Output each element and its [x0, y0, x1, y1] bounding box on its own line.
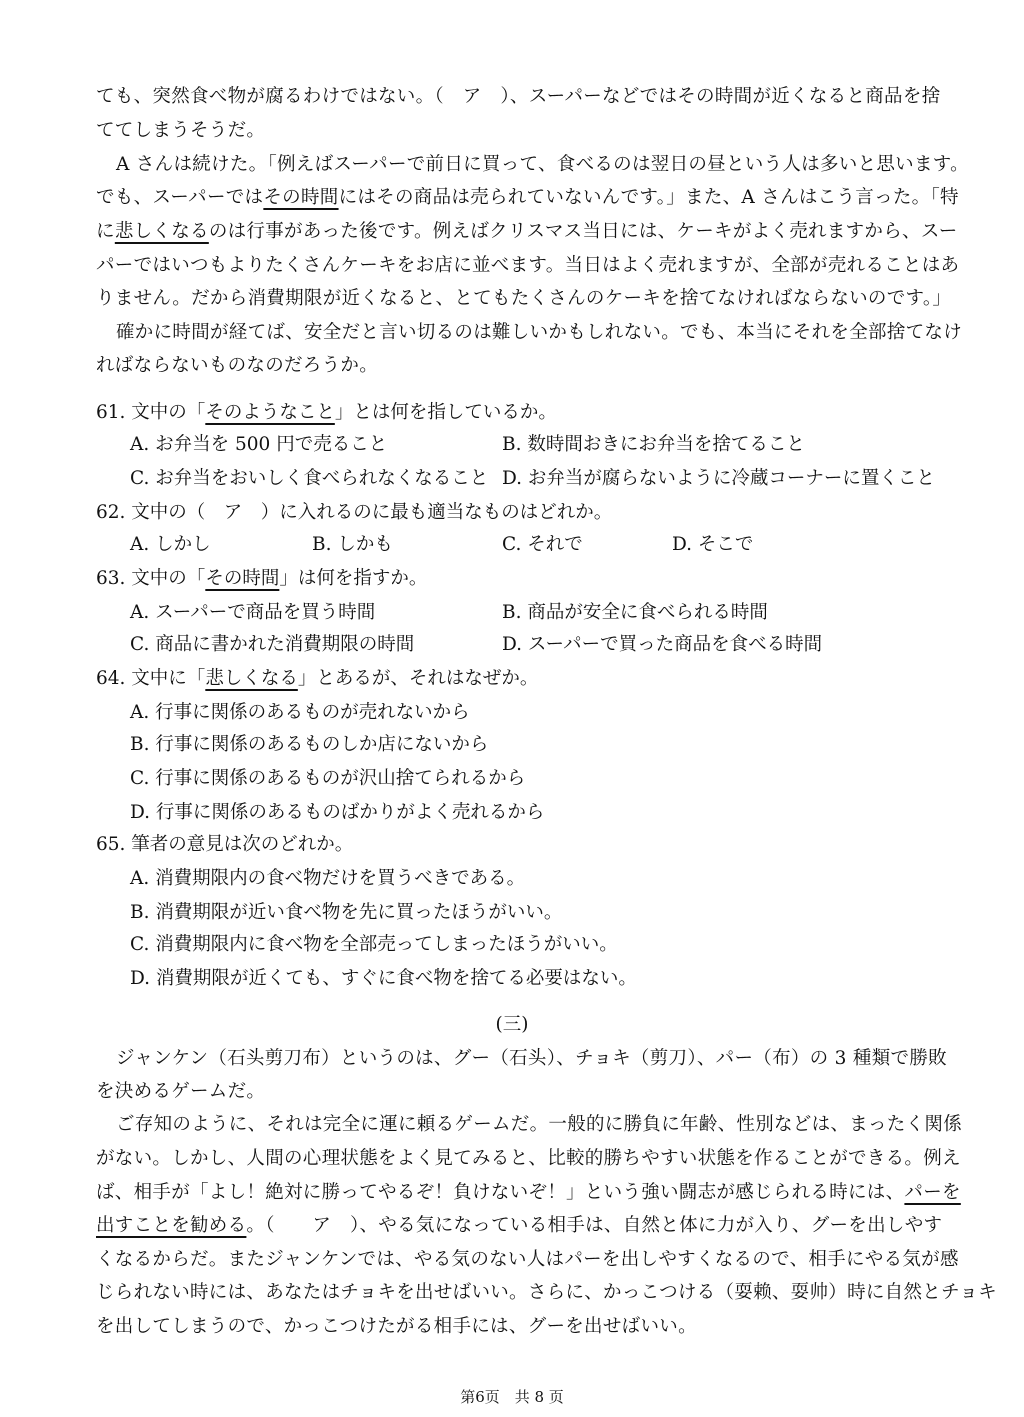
- option-c[interactable]: C. それで: [502, 534, 583, 555]
- option-d[interactable]: D. スーパーで買った商品を食べる時間: [502, 634, 823, 655]
- text: のは行事があった後です。例えばクリスマス当日には、ケーキがよく売れますから、スー: [208, 221, 958, 242]
- option-a[interactable]: A. スーパーで商品を買う時間: [130, 602, 376, 623]
- passage-line: を決めるゲームだ。: [96, 1081, 266, 1102]
- text: ば、相手が「よし！絶対に勝ってやるぞ！負けないぞ！」という強い闘志が感じられる時には、: [96, 1182, 905, 1203]
- text: 」は何を指すか。: [279, 568, 428, 589]
- underlined-phrase: パーを: [904, 1182, 961, 1203]
- passage-line: がない。しかし、人間の心理状態をよく見てみると、比較的勝ちやすい状態を作ることができる。例え: [96, 1148, 961, 1169]
- option-b[interactable]: B. 商品が安全に食べられる時間: [502, 602, 768, 623]
- passage-line: じられない時には、あなたはチョキを出せばいい。さらに、かっこつける（耍赖、耍帅）時に自然とチョキ: [96, 1282, 997, 1303]
- option-c[interactable]: C. 行事に関係のあるものが沢山捨てられるから: [130, 768, 526, 789]
- option-a[interactable]: A. 行事に関係のあるものが売れないから: [130, 702, 470, 723]
- option-d[interactable]: D. 行事に関係のあるものばかりがよく売れるから: [130, 802, 545, 823]
- question-65: 65. 筆者の意見は次のどれか。: [96, 834, 354, 855]
- question-63: [96, 562, 427, 596]
- text: に: [96, 221, 115, 242]
- passage-line: [96, 181, 959, 215]
- option-d[interactable]: D. 消費期限が近くても、すぐに食べ物を捨てる必要はない。: [130, 968, 637, 989]
- text: でも、スーパーでは: [96, 187, 264, 208]
- text: 61. 文中の「: [96, 402, 206, 423]
- passage-line: [96, 215, 958, 249]
- option-c[interactable]: C. 商品に書かれた消費期限の時間: [130, 634, 415, 655]
- passage-line: ればならないものなのだろうか。: [96, 355, 379, 376]
- option-d[interactable]: D. お弁当が腐らないように冷蔵コーナーに置くこと: [502, 468, 935, 489]
- passage-line: A さんは続けた。「例えばスーパーで前日に買って、食べるのは翌日の昼という人は多いと思います。: [116, 154, 969, 175]
- question-62: 62. 文中の（ ア ）に入れるのに最も適当なものはどれか。: [96, 502, 613, 523]
- underlined-phrase: 悲しくなる: [205, 668, 298, 689]
- passage-line: りません。だから消費期限が近くなると、とてもたくさんのケーキを捨てなければならないのです。」: [96, 288, 952, 309]
- text: 64. 文中に「: [96, 668, 206, 689]
- option-a[interactable]: A. しかし: [130, 534, 211, 555]
- text: 63. 文中の「: [96, 568, 206, 589]
- option-b[interactable]: B. 消費期限が近い食べ物を先に買ったほうがいい。: [130, 902, 563, 923]
- option-a[interactable]: A. お弁当を 500 円で売ること: [130, 434, 388, 455]
- text: 」とあるが、それはなぜか。: [297, 668, 539, 689]
- passage-line: ても、突然食べ物が腐るわけではない。（ ア ）、スーパーなどではその時間が近くなると商品を捨: [96, 86, 941, 107]
- underlined-phrase: 出すことを勧める: [96, 1215, 247, 1236]
- option-c[interactable]: C. 消費期限内に食べ物を全部売ってしまったほうがいい。: [130, 934, 618, 955]
- passage-line: を出してしまうので、かっこつけたがる相手には、グーを出せばいい。: [96, 1316, 697, 1337]
- passage-line: ててしまうそうだ。: [96, 120, 266, 141]
- option-d[interactable]: D. そこで: [672, 534, 754, 555]
- passage-line: 確かに時間が経てば、安全だと言い切るのは難しいかもしれない。でも、本当にそれを全部捨てなけ: [116, 322, 963, 343]
- text: 。（ ア ）、やる気になっている相手は、自然と体に力が入り、グーを出しやす: [246, 1215, 943, 1236]
- text: にはその商品は売られていないんです。」また、A さんはこう言った。「特: [338, 187, 959, 208]
- underlined-phrase: その時間: [263, 187, 339, 208]
- passage-line: ご存知のように、それは完全に運に頼るゲームだ。一般的に勝負に年齢、性別などは、まったく関係: [116, 1114, 963, 1135]
- passage-line: [96, 1209, 943, 1243]
- passage-line: パーではいつもよりたくさんケーキをお店に並べます。当日はよく売れますが、全部が売れることはあ: [96, 255, 960, 276]
- text: 」とは何を指しているか。: [334, 402, 557, 423]
- option-b[interactable]: B. 行事に関係のあるものしか店にないから: [130, 734, 489, 755]
- underlined-phrase: 悲しくなる: [114, 221, 209, 242]
- option-b[interactable]: B. 数時間おきにお弁当を捨てること: [502, 434, 805, 455]
- passage-line: ジャンケン（石头剪刀布）というのは、グー（石头）、チョキ（剪刀）、パー（布）の 3 種類で勝敗: [116, 1048, 947, 1069]
- passage-line: くなるからだ。またジャンケンでは、やる気のない人はパーを出しやすくなるので、相手にやる気が感: [96, 1249, 959, 1270]
- underlined-phrase: そのようなこと: [205, 402, 335, 423]
- question-61: [96, 396, 557, 430]
- page-footer: 第6页 共 8 页: [460, 1388, 564, 1406]
- option-a[interactable]: A. 消費期限内の食べ物だけを買うべきである。: [130, 868, 526, 889]
- section-heading: (三): [495, 1014, 529, 1035]
- underlined-phrase: その時間: [205, 568, 280, 589]
- question-64: [96, 662, 538, 696]
- option-b[interactable]: B. しかも: [312, 534, 393, 555]
- option-c[interactable]: C. お弁当をおいしく食べられなくなること: [130, 468, 489, 489]
- passage-line: [96, 1176, 961, 1210]
